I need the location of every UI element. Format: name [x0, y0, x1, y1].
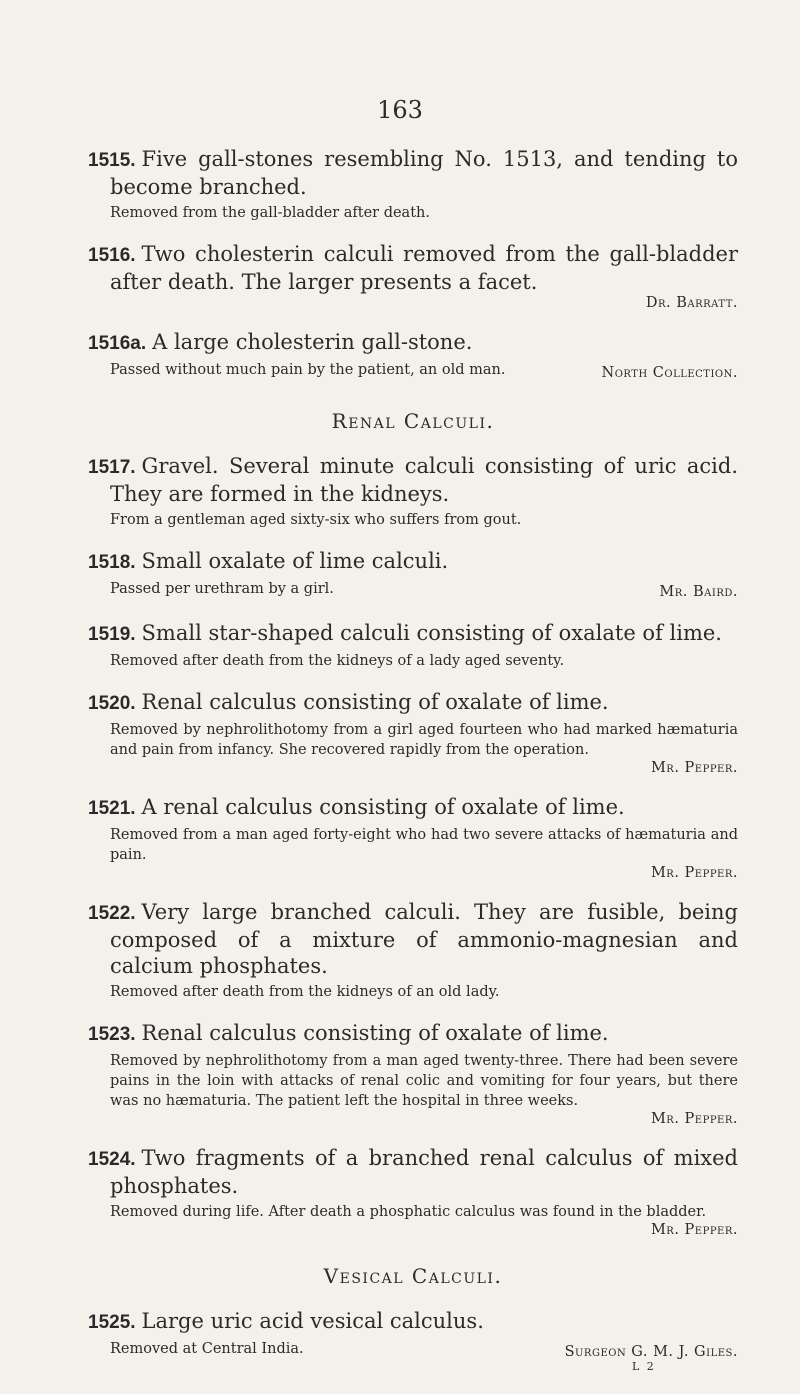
catalogue-entry [88, 1020, 738, 1127]
entry-number: 1516. [88, 245, 136, 266]
entry-number: 1521. [88, 798, 136, 819]
entry-title: Small star-shaped calculi consisting of oxalate of lime. [141, 621, 722, 645]
entry-donor: Mr. Pepper. [650, 1111, 738, 1127]
entry-note: Passed per urethram by a girl. [110, 581, 334, 597]
entry-donor: Mr. Baird. [659, 584, 738, 600]
entry-note: Removed after death from the kidneys of a lady aged seventy. [110, 653, 565, 669]
catalogue-entry [88, 548, 738, 602]
entry-number: 1515. [88, 150, 136, 171]
entry-title: Five gall-stones resembling No. 1513, and tending to become branched. [110, 147, 738, 199]
entry-title: Small oxalate of lime calculi. [141, 549, 449, 573]
entry-number: 1524. [88, 1149, 136, 1170]
entry-title: Renal calculus consisting of oxalate of lime. [141, 1021, 609, 1045]
entry-note: Removed at Central India. [110, 1341, 304, 1357]
entry-title: Gravel. Several minute calculi consisting of uric acid. They are formed in the kidneys. [110, 454, 738, 506]
entry-donor: Mr. Pepper. [650, 865, 738, 881]
catalogue-entry [88, 241, 738, 311]
catalogue-entry [88, 794, 738, 881]
entry-number: 1519. [88, 624, 136, 645]
signature-mark: L 2 [632, 1360, 656, 1373]
catalogue-entry [88, 329, 738, 383]
entry-number: 1520. [88, 693, 136, 714]
section-heading: Renal Calculi. [331, 409, 495, 433]
entry-title: Large uric acid vesical calculus. [141, 1309, 484, 1333]
entry-number: 1518. [88, 552, 136, 573]
entry-number: 1522. [88, 903, 136, 924]
entry-donor: Surgeon G. M. J. Giles. [564, 1344, 738, 1360]
entry-title: Two fragments of a branched renal calculus of mixed phosphates. [110, 1146, 738, 1198]
entry-note: Removed from a man aged forty-eight who had two severe attacks of hæmaturia and pain. [110, 827, 738, 863]
entry-note: From a gentleman aged sixty-six who suffers from gout. [110, 512, 522, 528]
catalogue-entry [88, 689, 738, 776]
entry-note: Passed without much pain by the patient, an old man. [110, 362, 506, 378]
entry-number: 1516a. [88, 333, 147, 354]
section-heading: Vesical Calculi. [323, 1264, 503, 1288]
entry-donor: North Collection. [601, 365, 738, 381]
page-number: 163 [377, 96, 423, 124]
catalogue-entry [88, 620, 738, 671]
entry-title: A renal calculus consisting of oxalate of lime. [141, 795, 625, 819]
entry-title: Two cholesterin calculi removed from the gall-bladder after death. The larger presents a facet. [110, 242, 738, 294]
entry-donor: Mr. Pepper. [650, 1222, 738, 1238]
page-content [88, 146, 738, 1380]
entry-number: 1523. [88, 1024, 136, 1045]
entry-title: Very large branched calculi. They are fusible, being composed of a mixture of ammonio-magnesian and calcium phosphates. [110, 900, 738, 978]
entry-donor: Mr. Pepper. [650, 760, 738, 776]
entry-note: Removed during life. After death a phosphatic calculus was found in the bladder. [110, 1204, 707, 1220]
entry-title: Renal calculus consisting of oxalate of lime. [141, 690, 609, 714]
entry-note: Removed from the gall-bladder after death. [110, 205, 430, 221]
entry-note: Removed by nephrolithotomy from a man aged twenty-three. There had been severe pains in the loin with attacks of renal colic and vomiting for four years, but there was no hæmaturia. The patient left the hospital in three weeks. [110, 1053, 738, 1109]
entry-note: Removed by nephrolithotomy from a girl aged fourteen who had marked hæmaturia and pain from infancy. She recovered rapidly from the operation. [110, 722, 738, 758]
entry-title: A large cholesterin gall-stone. [152, 330, 473, 354]
catalogue-entry [88, 1145, 738, 1238]
catalogue-entry [88, 146, 738, 223]
catalogue-entry [88, 899, 738, 1002]
entry-donor: Dr. Barratt. [645, 295, 738, 311]
entry-number: 1517. [88, 457, 136, 478]
catalogue-entry [88, 453, 738, 530]
entry-number: 1525. [88, 1312, 136, 1333]
catalogue-entry [88, 1308, 738, 1362]
entry-note: Removed after death from the kidneys of an old lady. [110, 984, 500, 1000]
